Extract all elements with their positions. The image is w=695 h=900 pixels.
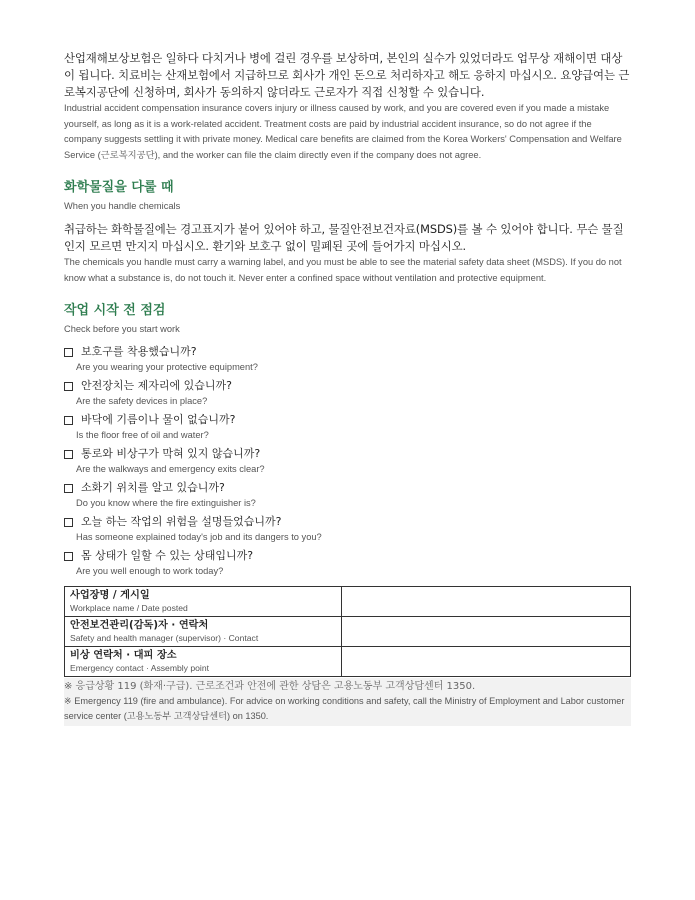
checklist-item-english: Are the walkways and emergency exits clear? — [76, 464, 265, 474]
checklist-item-korean: 보호구를 착용했습니까? — [81, 345, 197, 358]
table-label-korean: 비상 연락처 · 대피 장소 — [70, 650, 177, 661]
checklist-item — [64, 548, 631, 578]
checklist-item-english: Is the floor free of oil and water? — [76, 430, 209, 440]
checklist-item-korean: 바닥에 기름이나 물이 없습니까? — [81, 413, 236, 426]
checklist — [64, 344, 631, 578]
table-row — [65, 617, 631, 647]
checklist-item-korean: 오늘 하는 작업의 위험을 설명들었습니까? — [81, 515, 282, 528]
table-row — [65, 647, 631, 677]
table-label-cell — [65, 647, 342, 677]
checklist-section-subtitle: Check before you start work — [64, 324, 180, 334]
emergency-note-korean: ※ 응급상황 119 (화재·구급). 근로조건과 안전에 관한 상담은 고용노동부 고객상담센터 1350. — [64, 681, 476, 692]
checkbox-icon[interactable] — [64, 382, 73, 391]
chemicals-section-title: 화학물질을 다룰 때 — [64, 180, 174, 195]
checklist-item-korean: 소화기 위치를 알고 있습니까? — [81, 481, 225, 494]
intro-korean-text: 산업재해보상보험은 일하다 다치거나 병에 걸린 경우를 보상하며, 본인의 실수가 있었더라도 업무상 재해이면 대상이 됩니다. 치료비는 산재보험에서 지급하므로 회사가 개인 돈으로 처리하자고 해도 응하지 마십시오. 요양급여는 근로복지공단에 신청하며, 회사가 동의하지 않더라도 근로자가 직접 신청할 수 있습니다. — [64, 51, 630, 99]
checklist-item-korean: 몸 상태가 일할 수 있는 상태입니까? — [81, 549, 254, 562]
table-row — [65, 587, 631, 617]
table-label-korean: 안전보건관리(감독)자 · 연락처 — [70, 620, 209, 631]
checklist-item-english: Has someone explained today's job and its dangers to you? — [76, 532, 322, 542]
checklist-item — [64, 480, 631, 510]
chemicals-english-text: The chemicals you handle must carry a warning label, and you must be able to see the material safety data sheet (MSDS). If you do not know what a substance is, do not touch it. Never enter a confined space without ventilation and protective equipment. — [64, 257, 622, 283]
checklist-item-english: Do you know where the fire extinguisher is? — [76, 498, 256, 508]
table-value-cell[interactable] — [342, 587, 631, 617]
table-value-cell[interactable] — [342, 617, 631, 647]
checklist-item-korean: 통로와 비상구가 막혀 있지 않습니까? — [81, 447, 261, 460]
checklist-item-english: Are you well enough to work today? — [76, 566, 224, 576]
emergency-note-english: ※ Emergency 119 (fire and ambulance). For advice on working conditions and safety, call the Ministry of Employment and Labor customer service center (고용노동부 고객상담센터) on 1350. — [64, 696, 625, 721]
checkbox-icon[interactable] — [64, 552, 73, 561]
checklist-item-english: Are the safety devices in place? — [76, 396, 208, 406]
checkbox-icon[interactable] — [64, 348, 73, 357]
checklist-item — [64, 412, 631, 442]
table-value-cell[interactable] — [342, 647, 631, 677]
checklist-item — [64, 378, 631, 408]
table-label-korean: 사업장명 / 게시일 — [70, 590, 150, 601]
emergency-note — [64, 678, 631, 726]
table-label-cell — [65, 587, 342, 617]
table-label-cell — [65, 617, 342, 647]
checklist-item — [64, 344, 631, 374]
checkbox-icon[interactable] — [64, 484, 73, 493]
table-label-english: Emergency contact · Assembly point — [70, 663, 209, 673]
checklist-section-title: 작업 시작 전 점검 — [64, 303, 166, 318]
intro-english-text: Industrial accident compensation insurance covers injury or illness caused by work, and you are covered even if you made a mistake yourself, as long as it is a work-related accident. Treatment costs are paid by industrial accident insurance, so do not agree if the company suggests settling it with private money. Medical care benefits are claimed from the Korea Workers' Compensation and Welfare Service (근로복지공단), and the worker can file the claim directly even if the company does not agree. — [64, 103, 622, 160]
chemicals-section-subtitle: When you handle chemicals — [64, 201, 181, 211]
chemicals-korean-text: 취급하는 화학물질에는 경고표지가 붙어 있어야 하고, 물질안전보건자료(MSDS)를 볼 수 있어야 합니다. 무슨 물질인지 모르면 만지지 마십시오. 환기와 보호구 없이 밀폐된 곳에 들어가지 마십시오. — [64, 222, 624, 253]
checkbox-icon[interactable] — [64, 518, 73, 527]
checklist-item — [64, 446, 631, 476]
checkbox-icon[interactable] — [64, 416, 73, 425]
checklist-item — [64, 514, 631, 544]
checkbox-icon[interactable] — [64, 450, 73, 459]
checklist-item-english: Are you wearing your protective equipment? — [76, 362, 258, 372]
table-label-english: Workplace name / Date posted — [70, 603, 188, 613]
table-label-english: Safety and health manager (supervisor) · Contact — [70, 633, 259, 643]
workplace-info-table — [64, 586, 631, 677]
checklist-item-korean: 안전장치는 제자리에 있습니까? — [81, 379, 232, 392]
